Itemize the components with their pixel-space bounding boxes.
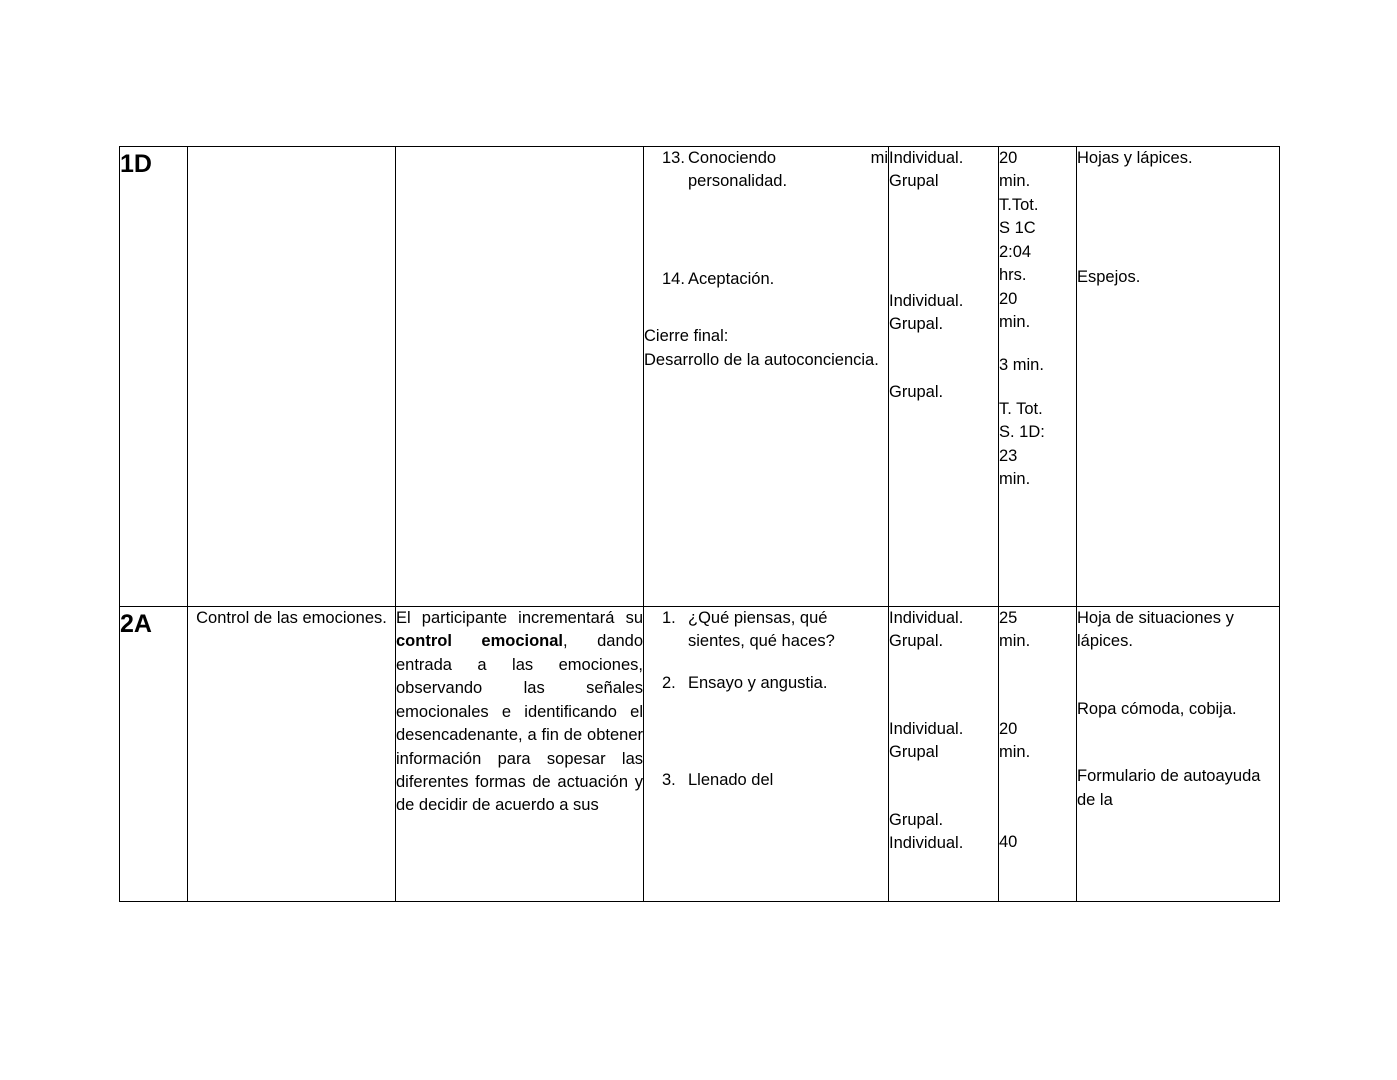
goal-text-emphasis: control emocional (396, 632, 564, 651)
row-code-label: 1D (120, 150, 152, 178)
row-code-cell (120, 607, 188, 902)
modality-value: Grupal. (889, 810, 944, 829)
modality-value: Grupal (889, 172, 939, 191)
row-goal-cell (396, 607, 644, 902)
activity-text: Llenado del (688, 771, 774, 790)
row-theme-cell (188, 607, 396, 902)
time-value: 3 min. (999, 356, 1044, 375)
time-value: 2:04 (999, 242, 1032, 261)
row-materials-cell (1077, 147, 1280, 607)
time-value: 23 (999, 446, 1018, 465)
time-value: min. (999, 632, 1031, 651)
material-value: Ropa cómoda, cobija. (1077, 699, 1237, 718)
row-time-cell (999, 147, 1077, 607)
modality-value: Individual. (889, 834, 964, 853)
time-value: T.Tot. (999, 195, 1039, 214)
list-item (662, 268, 888, 291)
list-item (662, 769, 888, 792)
time-value: 20 (999, 149, 1018, 167)
time-value: S. 1D: (999, 423, 1045, 442)
table-row (120, 147, 1280, 607)
material-value: Formulario de autoayuda de la (1077, 767, 1261, 809)
time-value: S 1C (999, 219, 1036, 238)
row-goal-cell (396, 147, 644, 607)
table-row (120, 607, 1280, 902)
time-value: T. Tot. (999, 399, 1043, 418)
row-code-label: 2A (120, 610, 152, 638)
row-theme-label: Control de las emociones. (196, 609, 387, 627)
time-value: min. (999, 172, 1031, 191)
time-value: min. (999, 312, 1031, 331)
row-code-cell (120, 147, 188, 607)
list-item (662, 607, 888, 654)
modality-value: Grupal. (889, 382, 944, 401)
modality-value: Individual. (889, 291, 964, 310)
row-activities-cell (644, 147, 889, 607)
goal-text-part: , dando entrada a las emociones, observando las señales emocionales e identificando el desencadenante, a fin de obtener información para sopesar las diferentes formas de actuación y de decidir de acuerdo a sus (396, 632, 643, 815)
closing-title: Cierre final: (644, 327, 729, 346)
row-materials-cell (1077, 607, 1280, 902)
activity-text: Ensayo y angustia. (688, 673, 828, 692)
activity-number: 3. (662, 771, 676, 790)
time-value: min. (999, 470, 1031, 489)
material-value: Hoja de situaciones y lápices. (1077, 609, 1234, 651)
row-theme-cell (188, 147, 396, 607)
row-activities-cell (644, 607, 889, 902)
modality-value: Grupal. (889, 632, 944, 651)
activity-text: Aceptación. (688, 269, 775, 288)
modality-value: Individual. (889, 719, 964, 738)
curriculum-table (119, 146, 1280, 902)
modality-value: Individual. (889, 609, 964, 627)
row-time-cell (999, 607, 1077, 902)
time-value: 25 (999, 609, 1018, 627)
list-item (662, 672, 888, 695)
material-value: Espejos. (1077, 268, 1141, 287)
time-value: 20 (999, 719, 1018, 738)
activity-text: Conociendo mi personalidad. (688, 149, 888, 191)
row-modality-cell (889, 607, 999, 902)
modality-value: Individual. (889, 149, 964, 167)
activity-number: 1. (662, 609, 676, 627)
list-item (662, 147, 888, 194)
activity-number: 13. (662, 149, 685, 167)
modality-value: Grupal (889, 743, 939, 762)
time-value: 20 (999, 289, 1018, 308)
material-value: Hojas y lápices. (1077, 149, 1193, 167)
time-value: min. (999, 743, 1031, 762)
activity-text: ¿Qué piensas, qué sientes, qué haces? (688, 609, 835, 651)
goal-text-part: El participante incrementará su (396, 609, 643, 627)
activity-number: 2. (662, 673, 676, 692)
time-value: hrs. (999, 266, 1027, 285)
modality-value: Grupal. (889, 315, 944, 334)
closing-text: Desarrollo de la autoconciencia. (644, 350, 879, 369)
time-value: 40 (999, 832, 1018, 851)
row-modality-cell (889, 147, 999, 607)
activity-number: 14. (662, 269, 685, 288)
